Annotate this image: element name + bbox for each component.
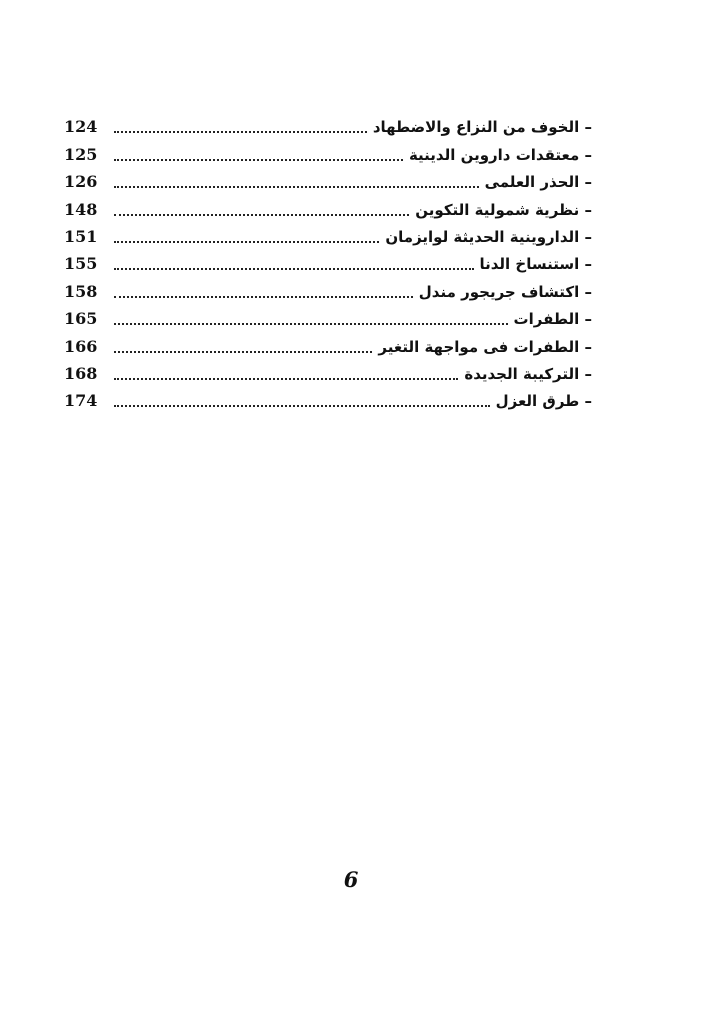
- toc-title: – التركيبة الجديدة: [464, 364, 592, 383]
- toc-entry: [64, 137, 592, 164]
- toc-entry: [64, 384, 592, 411]
- toc-title: – اكتشاف جريجور مندل: [418, 282, 592, 301]
- toc-page-number: 165: [64, 309, 98, 329]
- dot-leader: [114, 241, 379, 243]
- dot-leader: [114, 351, 372, 353]
- toc-entry: [64, 110, 592, 137]
- toc-page-number: 148: [64, 199, 98, 219]
- dot-leader: [114, 131, 367, 133]
- dot-leader: [114, 268, 474, 270]
- toc-title: – الحذر العلمى: [484, 173, 592, 192]
- toc-title: – الطفرات: [513, 310, 592, 329]
- toc-page-number: 168: [64, 363, 98, 383]
- dot-leader: [114, 214, 409, 216]
- toc-entry: [64, 247, 592, 274]
- toc-page-number: 125: [64, 144, 98, 164]
- toc-entry: [64, 357, 592, 384]
- toc-title: – نظرية شمولية التكوين: [415, 200, 592, 219]
- toc-page-number: 155: [64, 254, 98, 274]
- dot-leader: [114, 186, 479, 188]
- dot-leader: [114, 405, 490, 407]
- toc-entry: [64, 329, 592, 356]
- table-of-contents: [64, 110, 592, 411]
- toc-entry: [64, 220, 592, 247]
- toc-title: – الخوف من النزاع والاضطهاد: [372, 118, 592, 137]
- toc-entry: [64, 165, 592, 192]
- toc-title: – معتقدات داروين الدينية: [408, 145, 592, 164]
- toc-entry: [64, 302, 592, 329]
- toc-page-number: 174: [64, 391, 98, 411]
- toc-page-number: 158: [64, 281, 98, 301]
- toc-entry: [64, 274, 592, 301]
- toc-entry: [64, 192, 592, 219]
- page-number: 6: [343, 867, 359, 892]
- toc-page-number: 126: [64, 172, 98, 192]
- dot-leader: [114, 323, 508, 325]
- dot-leader: [114, 296, 413, 298]
- toc-page-number: 151: [64, 226, 98, 246]
- toc-title: – الداروينية الحديثة لوايزمان: [385, 227, 592, 246]
- toc-page-number: 166: [64, 336, 98, 356]
- toc-title: – استنساخ الدنا: [479, 255, 592, 274]
- toc-title: – الطفرات فى مواجهة التغير: [378, 337, 592, 356]
- toc-page-number: 124: [64, 117, 98, 137]
- dot-leader: [114, 159, 403, 161]
- dot-leader: [114, 378, 458, 380]
- toc-title: – طرق العزل: [495, 392, 592, 411]
